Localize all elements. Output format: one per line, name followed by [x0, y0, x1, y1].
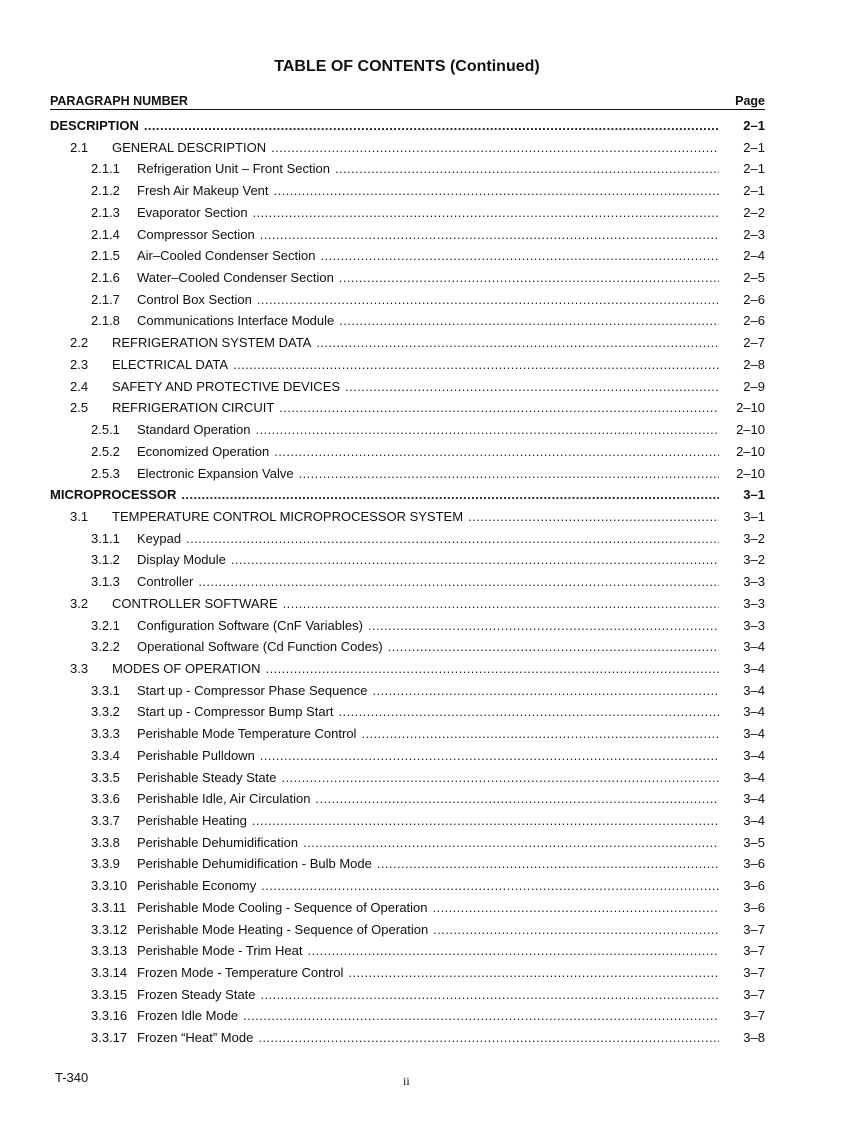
toc-entry[interactable] — [50, 745, 765, 767]
toc-entry[interactable] — [50, 289, 765, 311]
toc-entry-number: 3.2.2 — [91, 639, 120, 655]
toc-entry-title — [137, 940, 719, 962]
toc-entry-number: 3.3 — [70, 660, 89, 676]
toc-entry-label: CONTROLLER SOFTWARE — [112, 595, 278, 611]
dot-leader — [253, 202, 719, 224]
toc-entry-number: 3.3.2 — [91, 704, 120, 720]
toc-entry-title — [112, 397, 719, 419]
dot-leader — [388, 636, 719, 658]
toc-entry-title — [112, 658, 719, 680]
toc-entry[interactable] — [50, 984, 765, 1006]
toc-entry-label: Display Module — [137, 552, 226, 568]
toc-entry-number: 3.3.11 — [91, 899, 127, 915]
toc-entry[interactable] — [50, 658, 765, 680]
toc-entry[interactable] — [50, 376, 765, 398]
toc-entry-page: 3–4 — [743, 747, 765, 763]
toc-entry-number: 3.1 — [70, 508, 89, 524]
toc-entry-page: 2–2 — [743, 204, 765, 220]
dot-leader — [339, 310, 719, 332]
toc-entry-title — [137, 419, 719, 441]
toc-entry-title — [137, 202, 719, 224]
dot-leader — [299, 463, 719, 485]
dot-leader — [231, 549, 719, 571]
toc-entry-page: 3–7 — [743, 1008, 765, 1024]
dot-leader — [433, 897, 719, 919]
toc-entry-number: 3.1.3 — [91, 574, 120, 590]
toc-entry-number: 2.3 — [70, 356, 89, 372]
toc-entry-page: 3–5 — [743, 834, 765, 850]
toc-entry-label: Frozen Idle Mode — [137, 1008, 239, 1024]
toc-entry[interactable] — [50, 310, 765, 332]
toc-entry[interactable] — [50, 463, 765, 485]
dot-leader — [321, 245, 720, 267]
toc-entry-page: 3–4 — [743, 660, 765, 676]
toc-entry-title — [137, 180, 719, 202]
toc-entry-number: 2.5.3 — [91, 465, 120, 481]
dot-leader — [468, 506, 719, 528]
toc-entry[interactable] — [50, 897, 765, 919]
toc-entry[interactable] — [50, 615, 765, 637]
dot-leader — [339, 701, 719, 723]
dot-leader — [315, 788, 719, 810]
toc-entry-title — [137, 723, 719, 745]
toc-entry-label: Perishable Heating — [137, 813, 247, 828]
toc-entry-number: 3.1.1 — [91, 530, 120, 546]
toc-entry[interactable] — [50, 680, 765, 702]
page-number: ii — [403, 1074, 410, 1088]
toc-entry-number: 3.3.15 — [91, 986, 128, 1002]
toc-entry-page: 2–8 — [743, 356, 765, 372]
toc-entry-page: 2–10 — [736, 443, 765, 459]
toc-entry[interactable] — [50, 701, 765, 723]
toc-entry-title — [137, 224, 719, 246]
toc-entry-number: 3.3.8 — [91, 834, 120, 850]
toc-entry-number: 2.1.8 — [91, 313, 120, 329]
toc-entry-title — [137, 615, 719, 637]
toc-entry-label: Perishable Dehumidification - Bulb Mode — [137, 856, 372, 872]
toc-entry-page: 3–7 — [743, 986, 765, 1002]
toc-entry-page: 3–7 — [743, 943, 765, 959]
toc-entry[interactable] — [50, 919, 765, 941]
toc-entry-number: 2.4 — [70, 378, 89, 394]
toc-entry-title — [137, 549, 719, 571]
dot-leader — [144, 115, 719, 137]
toc-entry-label: Perishable Mode - Trim Heat — [137, 943, 303, 959]
dot-leader — [233, 354, 719, 376]
toc-entry-page: 2–1 — [743, 118, 765, 133]
toc-entry-title — [137, 962, 719, 984]
dot-leader — [274, 180, 719, 202]
toc-entry-number: 3.3.4 — [91, 747, 120, 763]
toc-entry-page: 3–6 — [743, 856, 765, 872]
toc-entry-label: Water–Cooled Condenser Section — [137, 270, 334, 286]
toc-entry-page: 2–1 — [743, 183, 765, 199]
toc-entry[interactable] — [50, 853, 765, 875]
toc-entry-title — [137, 767, 719, 789]
toc-entry-number: 3.3.9 — [91, 856, 120, 872]
toc-entry-page: 2–7 — [743, 335, 765, 351]
toc-entry[interactable] — [50, 636, 765, 658]
toc-entry-label: Frozen “Heat” Mode — [137, 1030, 254, 1046]
toc-entry[interactable] — [50, 810, 765, 832]
toc-entry-number: 3.3.5 — [91, 769, 120, 785]
toc-entry[interactable] — [50, 528, 765, 550]
toc-entry-number: 2.1.7 — [91, 291, 120, 307]
toc-entry-page: 3–2 — [743, 530, 765, 546]
toc-entry-label: Perishable Pulldown — [137, 747, 255, 763]
dot-leader — [260, 224, 719, 246]
toc-entry[interactable] — [50, 332, 765, 354]
toc-entry-title — [137, 680, 719, 702]
toc-entry-label: Evaporator Section — [137, 204, 248, 220]
toc-entry-label: Refrigeration Unit – Front Section — [137, 161, 330, 177]
toc-entry-label: DESCRIPTION — [50, 118, 139, 133]
toc-entry-title — [50, 115, 719, 137]
toc-entry-title — [112, 593, 719, 615]
toc-entry[interactable] — [50, 1005, 765, 1027]
toc-entry-label: MICROPROCESSOR — [50, 487, 177, 503]
toc-entry-page: 3–2 — [743, 552, 765, 568]
toc-entry-number: 3.3.16 — [91, 1008, 128, 1024]
toc-entry-label: Start up - Compressor Phase Sequence — [137, 682, 368, 698]
toc-entry-title — [137, 919, 719, 941]
toc-entry-label: Configuration Software (CnF Variables) — [137, 617, 363, 633]
page-title: TABLE OF CONTENTS (Continued) — [274, 58, 540, 75]
toc-entry-label: Start up - Compressor Bump Start — [137, 704, 334, 720]
toc-entry-label: Frozen Steady State — [137, 986, 256, 1002]
toc-entry-number: 3.3.14 — [91, 965, 128, 981]
toc-entry-label: Frozen Mode - Temperature Control — [137, 965, 344, 981]
toc-entry-page: 2–6 — [743, 291, 765, 307]
dot-leader — [252, 810, 719, 832]
toc-entry[interactable] — [50, 940, 765, 962]
toc-entry-title — [112, 506, 719, 528]
toc-entry-label: Operational Software (Cd Function Codes) — [137, 639, 383, 655]
toc-entry-page: 2–6 — [743, 313, 765, 329]
toc-entry-label: Perishable Idle, Air Circulation — [137, 791, 311, 807]
toc-entry-title — [137, 267, 719, 289]
toc-entry-label: Perishable Steady State — [137, 769, 277, 785]
dot-leader — [303, 832, 719, 854]
dot-leader — [255, 419, 719, 441]
toc-entry-label: Fresh Air Makeup Vent — [137, 183, 269, 199]
dot-leader — [279, 397, 719, 419]
toc-entry-label: Electronic Expansion Valve — [137, 465, 294, 481]
toc-entry-page: 3–3 — [743, 595, 765, 611]
toc-entry-title — [137, 463, 719, 485]
toc-entry-number: 3.3.1 — [91, 682, 120, 698]
toc-entry-page: 2–10 — [736, 422, 765, 438]
toc-entry-number: 2.1.5 — [91, 248, 120, 264]
toc-entry-page: 3–3 — [743, 617, 765, 633]
toc-entry-page: 3–3 — [743, 574, 765, 590]
toc-entry-number: 3.3.6 — [91, 791, 120, 807]
toc-entry-title — [137, 875, 719, 897]
toc-entry-label: Perishable Mode Cooling - Sequence of Operation — [137, 899, 428, 915]
toc-entry[interactable] — [50, 354, 765, 376]
toc-entry-number: 2.2 — [70, 335, 89, 351]
toc-entry-page: 2–1 — [743, 139, 765, 155]
toc-entry-title — [137, 528, 719, 550]
dot-leader — [186, 528, 719, 550]
toc-entry-label: Perishable Mode Heating - Sequence of Operation — [137, 921, 429, 937]
toc-entry-title — [137, 701, 719, 723]
dot-leader — [261, 875, 719, 897]
toc-entry-title — [137, 788, 719, 810]
toc-entry-label: Control Box Section — [137, 291, 252, 307]
toc-entry[interactable] — [50, 593, 765, 615]
toc-entry-number: 2.1.2 — [91, 183, 120, 199]
toc-entry[interactable] — [50, 875, 765, 897]
toc-entry-number: 3.3.3 — [91, 726, 120, 742]
toc-entry-page: 3–6 — [743, 899, 765, 915]
toc-entry-page: 3–4 — [743, 791, 765, 807]
toc-entry[interactable] — [50, 1027, 765, 1049]
toc-entry-page: 3–4 — [743, 704, 765, 720]
toc-entry-number: 2.1.1 — [91, 161, 120, 177]
toc-entry-number: 2.5.2 — [91, 443, 120, 459]
toc-entry-label: Air–Cooled Condenser Section — [137, 248, 316, 264]
toc-entry-label: REFRIGERATION SYSTEM DATA — [112, 335, 312, 351]
toc-entry-page: 2–5 — [743, 270, 765, 286]
toc-entry-page: 3–8 — [743, 1030, 765, 1046]
toc-entry-page: 3–4 — [743, 726, 765, 742]
dot-leader — [307, 940, 719, 962]
toc-entry-page: 2–3 — [743, 226, 765, 242]
toc-entry-label: ELECTRICAL DATA — [112, 356, 229, 372]
toc-entry-label: Controller — [137, 574, 194, 590]
dot-leader — [433, 919, 719, 941]
toc-entry-label: Keypad — [137, 530, 182, 546]
column-header — [50, 93, 765, 110]
toc-entry[interactable] — [50, 441, 765, 463]
toc-entry-label: Communications Interface Module — [137, 313, 335, 329]
toc-entry-label: Economized Operation — [137, 443, 270, 459]
toc-entry-title — [137, 310, 719, 332]
dot-leader — [316, 332, 719, 354]
toc-entry[interactable] — [50, 723, 765, 745]
toc-entry-label: REFRIGERATION CIRCUIT — [112, 400, 275, 416]
toc-entry-number: 2.1.4 — [91, 226, 120, 242]
toc-entry-label: Perishable Economy — [137, 878, 257, 894]
toc-entry[interactable] — [50, 767, 765, 789]
dot-leader — [258, 1027, 719, 1049]
toc-entry-page: 3–1 — [743, 487, 765, 503]
toc-entry[interactable] — [50, 115, 765, 137]
toc-entry-title — [50, 484, 719, 506]
toc-entry-label: GENERAL DESCRIPTION — [112, 139, 267, 155]
dot-leader — [266, 658, 719, 680]
toc-entry-page: 2–9 — [743, 378, 765, 394]
toc-entry-number: 2.1.3 — [91, 204, 120, 220]
toc-entry-title — [112, 137, 719, 159]
dot-leader — [261, 984, 719, 1006]
toc-entry-number: 2.5 — [70, 400, 89, 416]
toc-entry-number: 3.3.17 — [91, 1030, 128, 1046]
toc-entry-label: MODES OF OPERATION — [112, 660, 261, 676]
dot-leader — [361, 723, 719, 745]
toc-entry-number: 3.3.13 — [91, 943, 128, 959]
toc-entry-number: 3.2 — [70, 595, 89, 611]
toc-entry-number: 2.1 — [70, 139, 89, 155]
paragraph-number-header: PARAGRAPH NUMBER — [50, 94, 188, 108]
dot-leader — [345, 376, 719, 398]
toc-entry-title — [137, 571, 719, 593]
toc-entry-number: 3.3.10 — [91, 878, 128, 894]
toc-entry-title — [137, 832, 719, 854]
toc-entry-title — [137, 897, 719, 919]
toc-entry-title — [137, 636, 719, 658]
toc-list — [50, 115, 765, 1049]
page-header: Page — [735, 94, 765, 108]
document-number: T-340 — [55, 1070, 89, 1085]
toc-entry-label: Compressor Section — [137, 226, 255, 242]
toc-entry-number: 3.1.2 — [91, 552, 120, 568]
toc-entry-page: 3–7 — [743, 965, 765, 981]
dot-leader — [373, 680, 719, 702]
toc-entry-page: 2–10 — [736, 400, 765, 416]
toc-entry-label: Perishable Dehumidification — [137, 834, 299, 850]
toc-entry-number: 2.5.1 — [91, 422, 120, 438]
dot-leader — [335, 158, 719, 180]
toc-entry-page: 3–1 — [743, 508, 765, 524]
toc-entry[interactable] — [50, 571, 765, 593]
toc-entry[interactable] — [50, 224, 765, 246]
toc-entry-page: 3–4 — [743, 769, 765, 785]
toc-entry[interactable] — [50, 245, 765, 267]
toc-entry-title — [137, 853, 719, 875]
dot-leader — [281, 767, 719, 789]
toc-entry-title — [137, 289, 719, 311]
toc-entry-page: 3–4 — [743, 639, 765, 655]
toc-entry-title — [112, 376, 719, 398]
toc-entry-page: 2–1 — [743, 161, 765, 177]
toc-entry-page: 3–7 — [743, 921, 765, 937]
dot-leader — [257, 289, 719, 311]
toc-entry-title — [137, 810, 719, 832]
dot-leader — [271, 137, 719, 159]
toc-entry-title — [137, 441, 719, 463]
toc-entry-page: 2–4 — [743, 248, 765, 264]
toc-entry-title — [137, 1005, 719, 1027]
toc-entry-title — [137, 745, 719, 767]
dot-leader — [283, 593, 719, 615]
dot-leader — [339, 267, 719, 289]
dot-leader — [348, 962, 719, 984]
toc-entry-number: 2.1.6 — [91, 270, 120, 286]
toc-entry-title — [137, 984, 719, 1006]
toc-entry-label: Standard Operation — [137, 422, 251, 438]
toc-entry-page: 3–6 — [743, 878, 765, 894]
toc-entry-number: 3.3.12 — [91, 921, 128, 937]
toc-entry-label: SAFETY AND PROTECTIVE DEVICES — [112, 378, 341, 394]
dot-leader — [243, 1005, 719, 1027]
toc-entry-title — [137, 245, 719, 267]
dot-leader — [198, 571, 719, 593]
toc-entry[interactable] — [50, 419, 765, 441]
toc-entry[interactable] — [50, 549, 765, 571]
toc-entry[interactable] — [50, 506, 765, 528]
toc-entry[interactable] — [50, 832, 765, 854]
toc-entry[interactable] — [50, 267, 765, 289]
toc-entry-title — [112, 354, 719, 376]
dot-leader — [377, 853, 719, 875]
toc-entry-title — [112, 332, 719, 354]
toc-entry-page: 2–10 — [736, 465, 765, 481]
toc-entry-label: TEMPERATURE CONTROL MICROPROCESSOR SYSTEM — [112, 508, 464, 524]
toc-entry[interactable] — [50, 158, 765, 180]
dot-leader — [274, 441, 719, 463]
toc-entry-title — [137, 158, 719, 180]
toc-entry[interactable] — [50, 397, 765, 419]
toc-entry[interactable] — [50, 202, 765, 224]
toc-entry-number: 3.2.1 — [91, 617, 120, 633]
dot-leader — [368, 615, 719, 637]
dot-leader — [260, 745, 719, 767]
toc-entry[interactable] — [50, 484, 765, 506]
toc-entry-page: 3–4 — [743, 682, 765, 698]
toc-entry-label: Perishable Mode Temperature Control — [137, 726, 357, 742]
toc-entry[interactable] — [50, 180, 765, 202]
toc-entry-number: 3.3.7 — [91, 813, 120, 828]
toc-entry[interactable] — [50, 788, 765, 810]
dot-leader — [181, 484, 719, 506]
toc-entry[interactable] — [50, 962, 765, 984]
toc-entry-title — [137, 1027, 719, 1049]
toc-entry[interactable] — [50, 137, 765, 159]
toc-entry-page: 3–4 — [743, 813, 765, 828]
